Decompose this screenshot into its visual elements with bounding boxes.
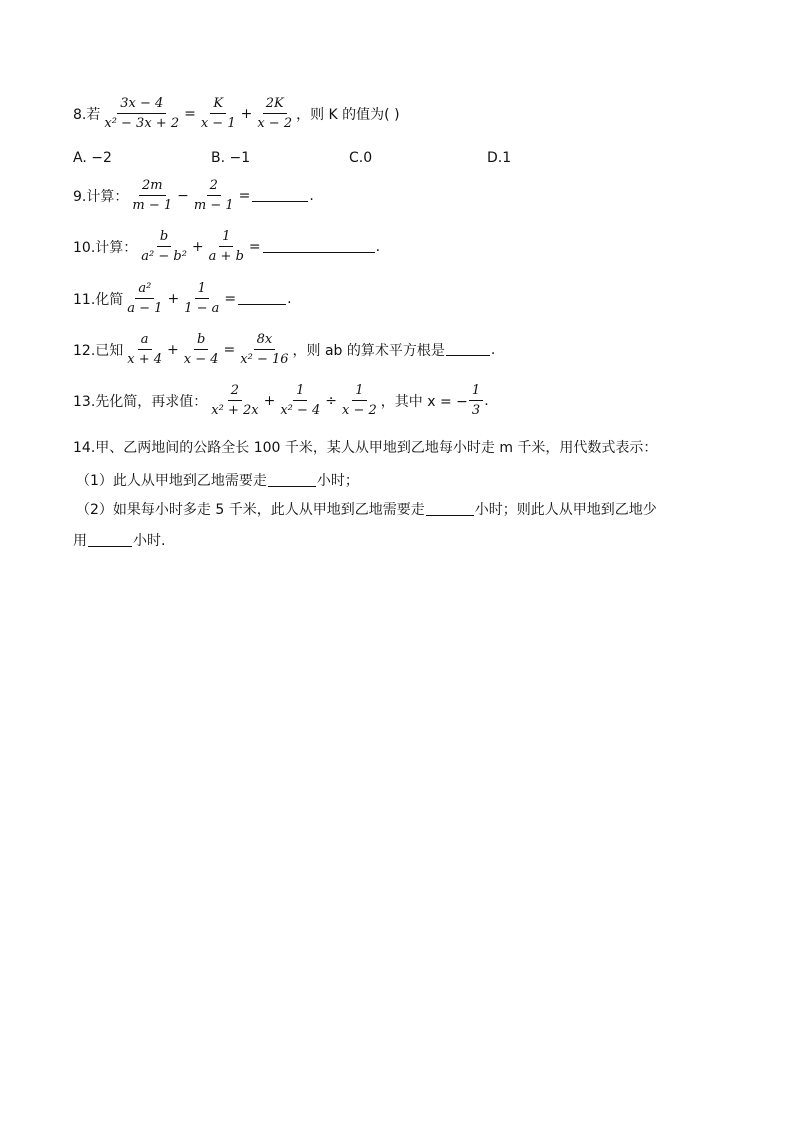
q12-end: .: [490, 341, 496, 358]
q14-part1-blank[interactable]: [268, 474, 316, 487]
q12-prefix: 12.已知: [73, 342, 124, 359]
q13-fraction-1: $\frac{2}{\text{x² + 2x}}$: [211, 383, 259, 418]
q13-end: .: [484, 392, 489, 409]
q8-fraction-1: $\frac{3x - 4}{\text{x² − 3x + 2}}$: [104, 96, 180, 131]
q13-prefix: 13.先化简，再求值：: [73, 393, 208, 410]
question-9: [73, 178, 314, 213]
plus-sign: +: [240, 105, 253, 122]
equals-sign: =: [184, 105, 196, 122]
question-12: [73, 332, 495, 367]
q14-stem: 14.甲、乙两地间的公路全长 100 千米，某人从甲地到乙地每小时走 m 千米，用代数式表示：: [73, 440, 658, 456]
q12-fraction-1: $\frac{a}{x + 4}$: [127, 332, 163, 367]
q13-fraction-3: $\frac{1}{x - 2}$: [342, 383, 377, 418]
question-14-line-1: [73, 437, 657, 457]
question-8: [73, 96, 400, 131]
q12-answer-blank[interactable]: [446, 343, 490, 356]
q10-fraction-2: $\frac{1}{a + b}$: [208, 229, 244, 264]
plus-sign: +: [191, 238, 204, 255]
q10-end: .: [375, 238, 381, 255]
q10-fraction-1: $\frac{b}{\text{a² − b²}}$: [141, 229, 187, 264]
q14-part2-blank-2[interactable]: [88, 534, 132, 547]
question-11: [73, 281, 292, 316]
q11-answer-blank[interactable]: [238, 292, 286, 305]
plus-sign: +: [167, 290, 180, 307]
q13-fraction-2: $\frac{1}{\text{x² − 4}}$: [280, 383, 321, 418]
q8-suffix: ，则 K 的值为( ): [296, 106, 400, 123]
equals-sign: =: [224, 290, 237, 307]
q8-fraction-3: $\frac{2K}{x - 2}$: [257, 96, 293, 131]
q10-prefix: 10.计算：: [73, 239, 138, 256]
q10-answer-blank[interactable]: [263, 240, 375, 253]
q11-end: .: [287, 290, 292, 307]
question-10: [73, 229, 380, 264]
q13-mid: ，其中 x = −: [380, 393, 468, 410]
q9-answer-blank[interactable]: [252, 189, 308, 202]
q14-part2-text-c: 用: [73, 533, 87, 549]
q12-suffix: ，则 ab 的算术平方根是: [292, 342, 445, 359]
q8-option-c[interactable]: C.0: [349, 150, 373, 166]
q9-fraction-1: $\frac{2m}{m - 1}$: [132, 178, 173, 213]
q14-part2-blank-1[interactable]: [426, 503, 474, 516]
equals-sign: =: [238, 187, 251, 204]
question-14-line-4: [73, 530, 165, 550]
q13-fraction-4: $\frac{1}{3}$: [469, 383, 483, 418]
question-14-line-2: [76, 470, 359, 490]
minus-sign: −: [177, 187, 189, 204]
q9-fraction-2: $\frac{2}{m - 1}$: [193, 178, 234, 213]
q14-part2-text: （2）如果每小时多走 5 千米，此人从甲地到乙地需要走: [76, 502, 425, 518]
q8-option-d[interactable]: D.1: [487, 150, 512, 166]
q11-prefix: 11.化简: [73, 291, 124, 308]
q14-part1-unit: 小时；: [316, 473, 359, 489]
question-13: [73, 383, 489, 418]
q11-fraction-2: $\frac{1}{1 - a}$: [184, 281, 220, 316]
equals-sign: =: [248, 238, 261, 255]
q8-option-b[interactable]: B. −1: [211, 150, 251, 166]
q9-prefix: 9.计算：: [73, 188, 129, 205]
q12-fraction-2: $\frac{b}{x - 4}$: [183, 332, 219, 367]
question-14-line-3: [76, 499, 657, 519]
divide-sign: ÷: [325, 392, 338, 409]
q14-part2-unit: 小时.: [133, 533, 166, 549]
q12-fraction-3: $\frac{8x}{\text{x² − 16}}$: [240, 332, 289, 367]
equals-sign: =: [223, 341, 236, 358]
q8-prefix: 8.若: [73, 106, 101, 123]
plus-sign: +: [167, 341, 179, 358]
q14-part2-text-b: 小时；则此人从甲地到乙地少: [474, 502, 657, 518]
plus-sign: +: [263, 392, 276, 409]
q8-option-a[interactable]: A. −2: [73, 150, 112, 166]
q14-part1-text: （1）此人从甲地到乙地需要走: [76, 473, 267, 489]
q8-fraction-2: $\frac{K}{x - 1}$: [200, 96, 236, 131]
q11-fraction-1: $\frac{\text{a²}}{a - 1}$: [127, 281, 163, 316]
q9-end: .: [309, 187, 314, 204]
